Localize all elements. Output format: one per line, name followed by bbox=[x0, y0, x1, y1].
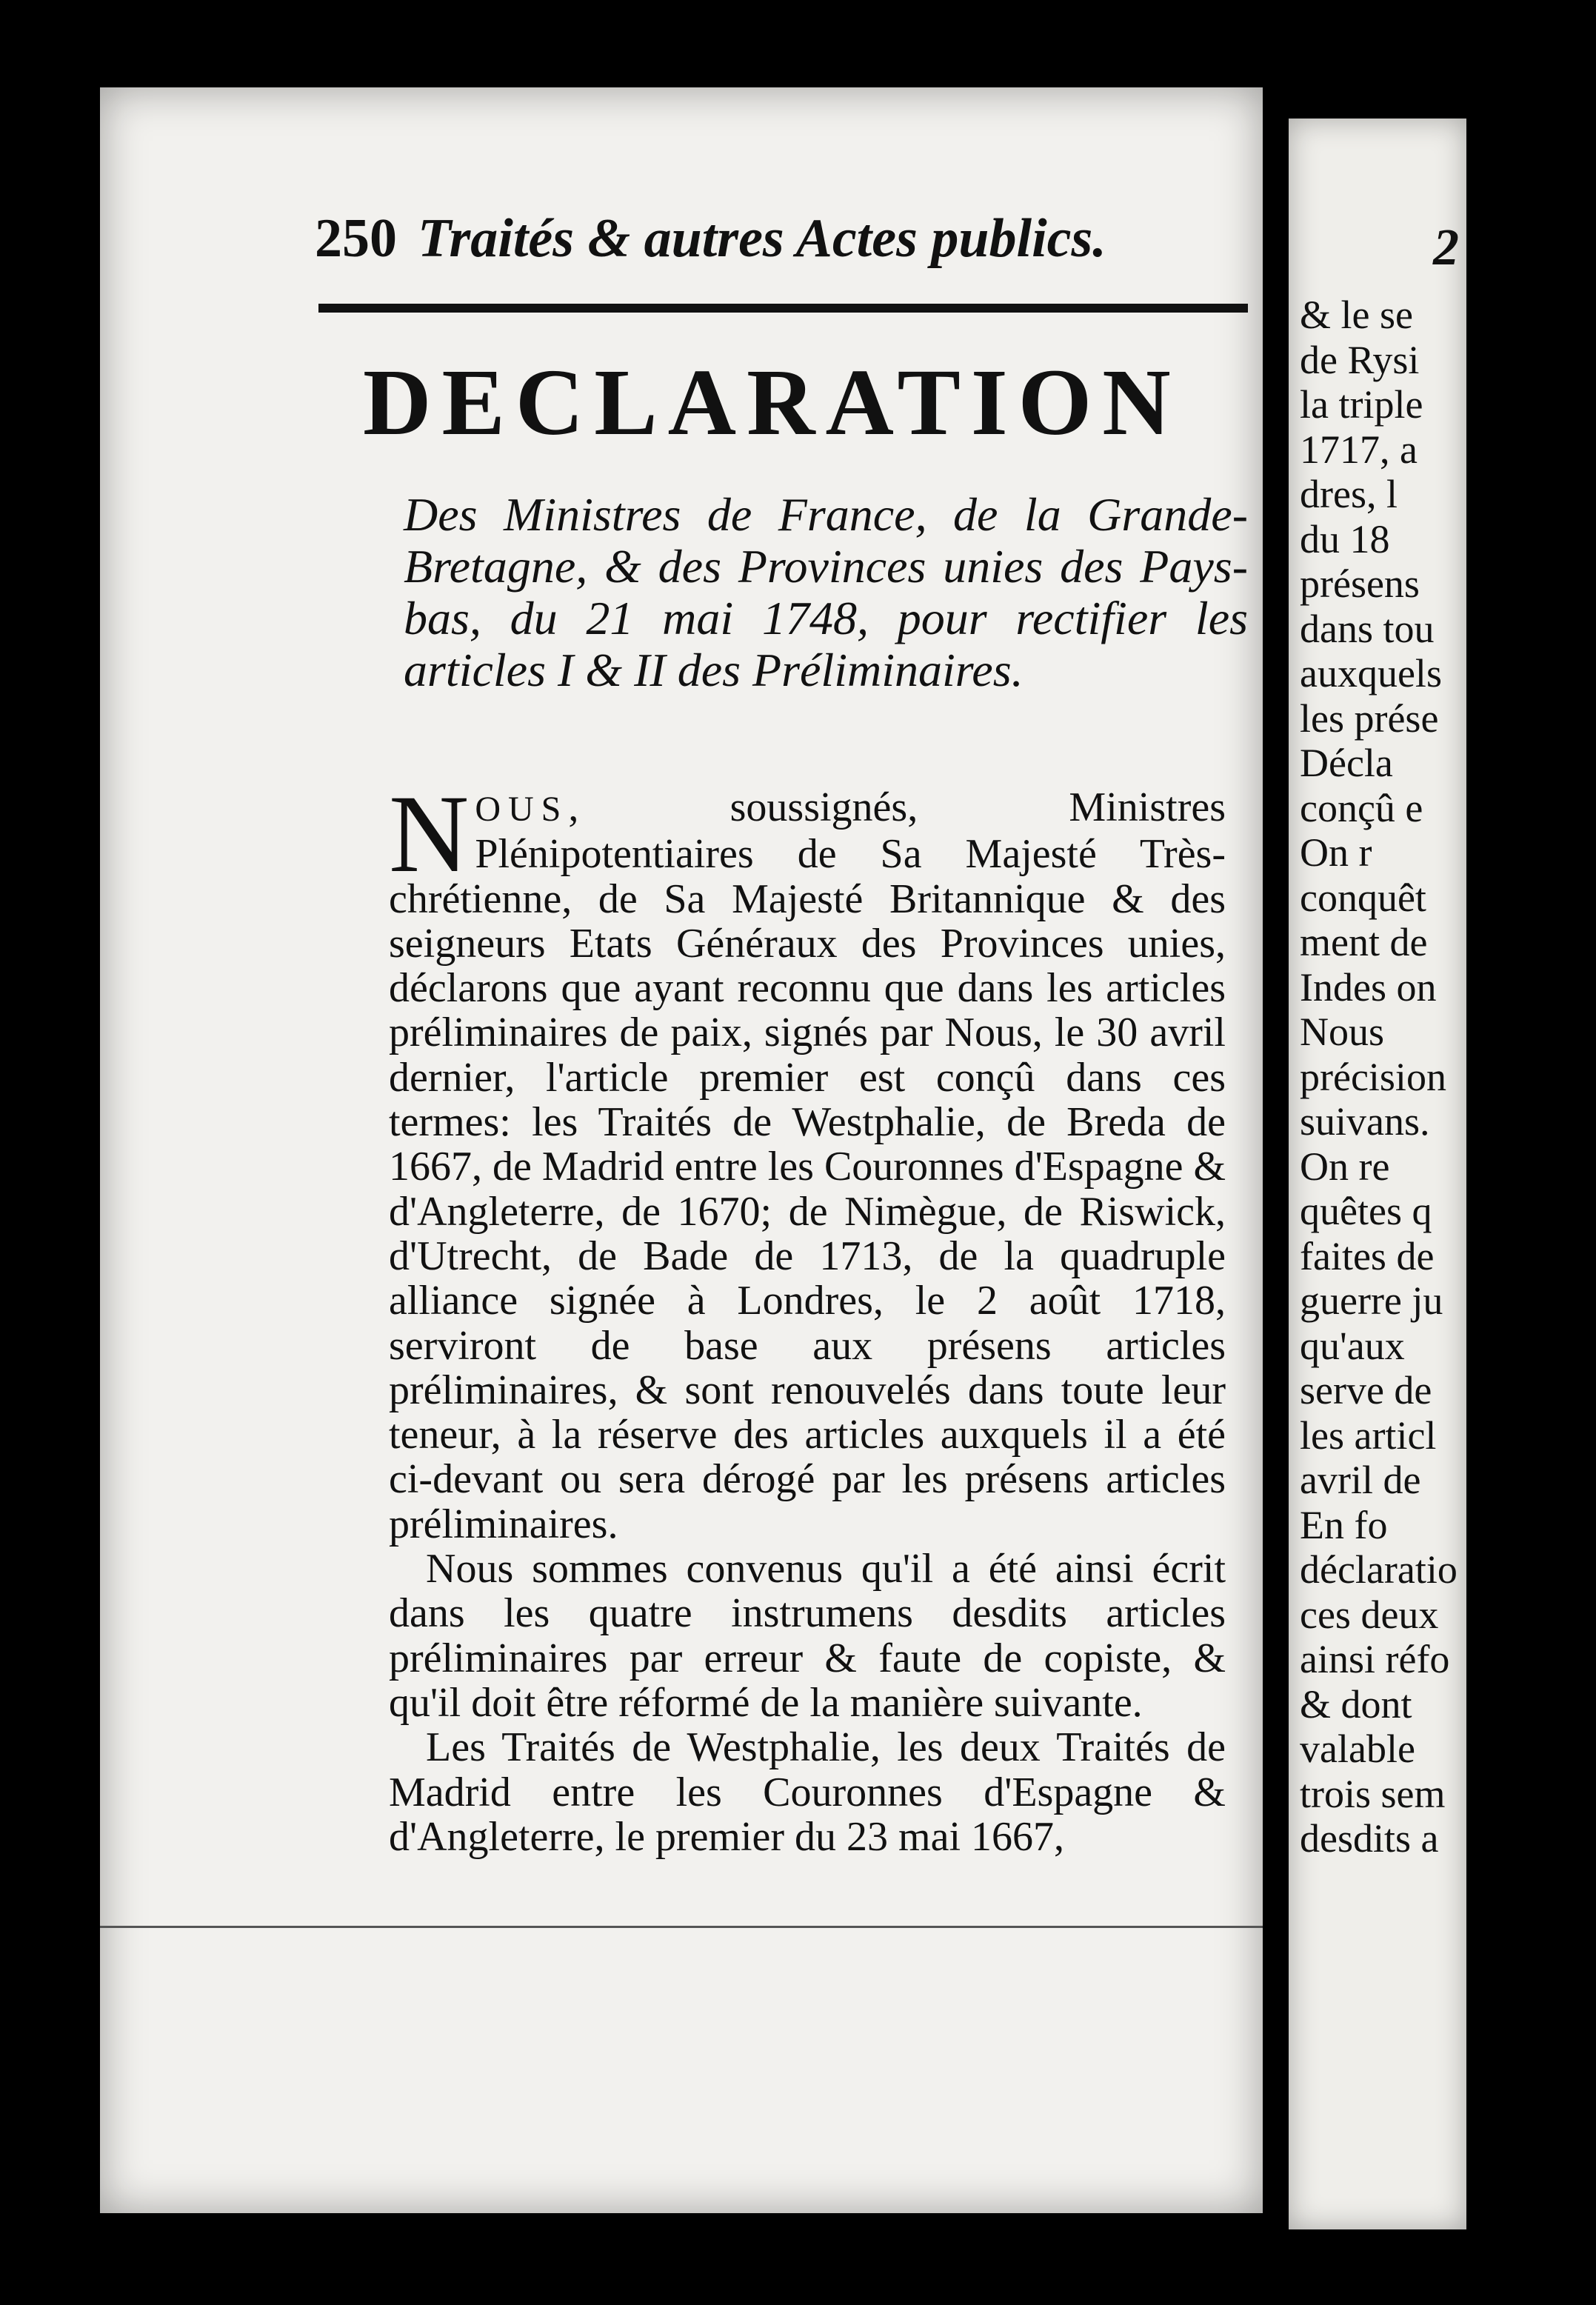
right-page-text bbox=[1300, 293, 1596, 1861]
right-page-line: la triple bbox=[1300, 382, 1423, 427]
right-page-line: les prése bbox=[1300, 695, 1439, 741]
header-rule bbox=[318, 304, 1248, 313]
right-page-line: dans tou bbox=[1300, 606, 1435, 651]
right-page-line: trois sem bbox=[1300, 1771, 1446, 1816]
running-head bbox=[315, 207, 1255, 281]
right-page-line: auxquels bbox=[1300, 651, 1442, 695]
right-page-line: avril de bbox=[1300, 1458, 1421, 1502]
right-page-line: On re bbox=[1300, 1144, 1390, 1189]
running-head-title: Traités & autres Actes publics. bbox=[418, 208, 1106, 269]
right-page-line: suivans. bbox=[1300, 1099, 1430, 1144]
right-page-line: guerre ju bbox=[1300, 1278, 1443, 1323]
document-title: DECLARATION bbox=[363, 350, 1181, 455]
right-page-line: les articl bbox=[1300, 1412, 1437, 1458]
paragraph-1 bbox=[389, 773, 1226, 1547]
right-page-line: quêtes q bbox=[1300, 1189, 1432, 1233]
page-number: 250 bbox=[315, 208, 397, 269]
right-page-line: présens bbox=[1300, 561, 1420, 606]
right-page bbox=[1289, 119, 1466, 2229]
document-subtitle: Des Ministres de France, de la Grande-Bretagne, & des Provinces unies des Pays-bas, du 21 mai 1748, pour rectifier les articles I & II des Préliminaires. bbox=[404, 488, 1248, 696]
right-page-line: Nous bbox=[1300, 1010, 1385, 1054]
right-page-line: serve de bbox=[1300, 1368, 1432, 1412]
right-page-line: & dont bbox=[1300, 1681, 1412, 1727]
right-page-line: dres, l bbox=[1300, 472, 1398, 516]
right-page-line: desdits a bbox=[1300, 1816, 1439, 1861]
paragraph-3: Les Traités de Westphalie, les deux Traités de Madrid entre les Couronnes d'Espagne & d'Angleterre, le premier du 23 mai 1667, bbox=[389, 1724, 1226, 1860]
first-word-smallcaps: OUS bbox=[475, 790, 569, 829]
right-page-head: 2 bbox=[1433, 219, 1459, 276]
right-page-line: déclaratio bbox=[1300, 1547, 1458, 1592]
right-page-line: ces deux bbox=[1300, 1592, 1439, 1637]
right-page-line: Décla bbox=[1300, 741, 1393, 785]
right-page-line: qu'aux bbox=[1300, 1323, 1405, 1368]
paragraph-1-text: , soussignés, Ministres Plénipotentiaires de Sa Majesté Très-chrétienne, de Sa Majesté Britannique & des seigneurs Etats Généraux des Provinces unies, déclarons que ayant reconnu que dans les articles préliminaires de paix, signés par Nous, le 30 avril dernier, l'article premier est conçû dans ces termes: les Traités de Westphalie, de Breda de 1667, de Madrid entre les Couronnes d'Espagne & d'Angleterre, de 1670; de Nimègue, de Riswick, d'Utrecht, de Bade de 1713, de la quadruple alliance signée à Londres, le 2 août 1718, serviront de base aux présens articles préliminaires, & sont renouvelés dans toute leur teneur, à la réserve des articles auxquels il a été ci-devant ou sera dérogé par les présens articles préliminaires. bbox=[389, 784, 1226, 1547]
right-page-line: Indes on bbox=[1300, 964, 1437, 1010]
right-page-line: En fo bbox=[1300, 1502, 1388, 1547]
page-bottom-rule bbox=[100, 1926, 1263, 1928]
right-page-line: de Rysi bbox=[1300, 337, 1420, 382]
right-page-line: du 18 bbox=[1300, 516, 1390, 561]
right-page-line: valable bbox=[1300, 1727, 1415, 1771]
right-page-line: & le se bbox=[1300, 293, 1413, 337]
right-page-line: ment de bbox=[1300, 920, 1428, 964]
right-page-line: conquêt bbox=[1300, 875, 1426, 920]
right-page-line: ainsi réfo bbox=[1300, 1637, 1450, 1681]
paragraph-2: Nous sommes convenus qu'il a été ainsi écrit dans les quatre instrumens desdits articles préliminaires par erreur & faute de copiste, & qu'il doit être réformé de la manière suivante. bbox=[389, 1546, 1226, 1726]
right-page-line: 1717, a bbox=[1300, 427, 1418, 472]
body-text bbox=[389, 773, 1226, 1860]
drop-cap: N bbox=[389, 773, 470, 895]
right-page-line: On r bbox=[1300, 830, 1372, 875]
right-page-line: précision bbox=[1300, 1054, 1446, 1099]
right-page-line: conçû e bbox=[1300, 785, 1423, 830]
right-page-line: faites de bbox=[1300, 1233, 1435, 1278]
